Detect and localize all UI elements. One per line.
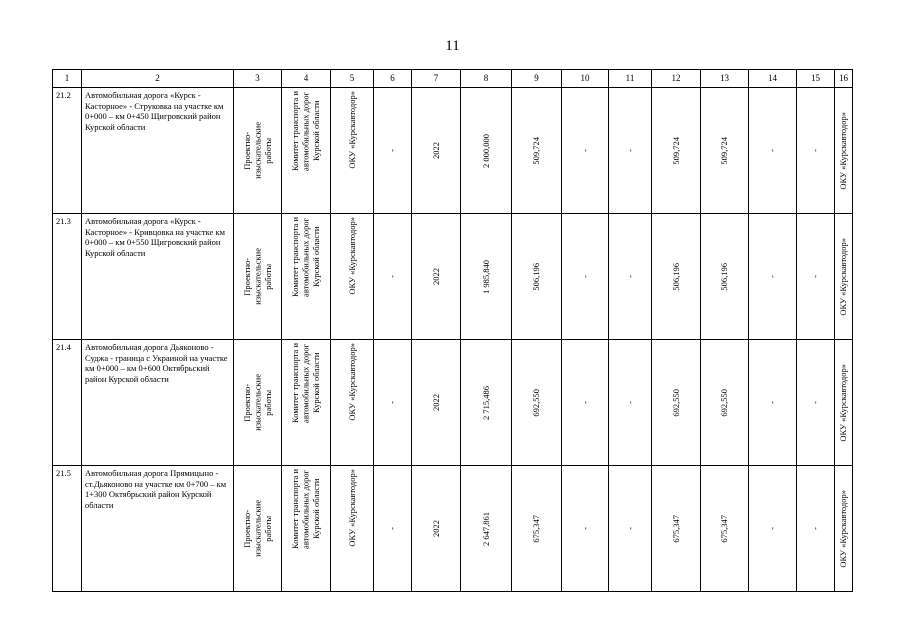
executor-cell bbox=[331, 88, 374, 214]
road-name bbox=[82, 214, 234, 340]
table-row bbox=[53, 466, 853, 592]
c15-text: - bbox=[810, 527, 821, 530]
column-header: 16 bbox=[835, 70, 853, 88]
c16-text: ОКУ «Курскавтодор» bbox=[838, 363, 849, 442]
col11-cell bbox=[609, 466, 652, 592]
cost-cell bbox=[461, 466, 512, 592]
c11-text: - bbox=[624, 401, 635, 404]
executor-text: ОКУ «Курскавтодор» bbox=[346, 469, 357, 547]
c14-text: - bbox=[767, 275, 778, 278]
customer-text: Комитет транспорта и автомобильных дорог Курской области bbox=[290, 91, 322, 171]
col11-cell bbox=[609, 88, 652, 214]
year-text: 2022 bbox=[430, 268, 441, 285]
c13-text: 506,196 bbox=[719, 262, 730, 291]
col15-cell bbox=[797, 340, 835, 466]
col12-cell bbox=[652, 466, 701, 592]
c13-text: 675,347 bbox=[719, 514, 730, 543]
work-type-cell bbox=[234, 214, 282, 340]
header-row bbox=[53, 70, 853, 88]
col14-cell bbox=[749, 340, 797, 466]
col13-cell bbox=[701, 88, 749, 214]
work-type-cell bbox=[234, 88, 282, 214]
col10-cell bbox=[562, 340, 609, 466]
customer-cell bbox=[282, 88, 331, 214]
cost-text: 2 715,486 bbox=[480, 385, 491, 420]
num-text: 21.2 bbox=[56, 90, 71, 100]
c16-text: ОКУ «Курскавтодор» bbox=[838, 237, 849, 316]
col10-cell bbox=[562, 466, 609, 592]
c10-text: - bbox=[579, 401, 590, 404]
column-header: 6 bbox=[374, 70, 412, 88]
c12-text: 675,347 bbox=[670, 514, 681, 543]
c12-text: 509,724 bbox=[670, 136, 681, 165]
work-type-text: Проектно- изыскательские работы bbox=[241, 248, 273, 305]
cost-text: 2 647,861 bbox=[480, 511, 491, 546]
executor-cell bbox=[331, 466, 374, 592]
column-header: 2 bbox=[82, 70, 234, 88]
work-type-text: Проектно- изыскательские работы bbox=[241, 374, 273, 431]
col11-cell bbox=[609, 340, 652, 466]
customer-text: Комитет транспорта и автомобильных дорог Курской области bbox=[290, 217, 322, 297]
c10-text: - bbox=[579, 527, 590, 530]
page-number: 11 bbox=[445, 38, 460, 54]
col12-cell bbox=[652, 214, 701, 340]
c6-text: - bbox=[387, 401, 398, 404]
col6-cell bbox=[374, 340, 412, 466]
work-type-text: Проектно- изыскательские работы bbox=[241, 500, 273, 557]
executor-cell bbox=[331, 214, 374, 340]
col6-cell bbox=[374, 466, 412, 592]
col15-cell bbox=[797, 214, 835, 340]
c14-text: - bbox=[767, 149, 778, 152]
c12-text: 692,550 bbox=[670, 388, 681, 417]
row-number bbox=[53, 214, 82, 340]
row-number bbox=[53, 340, 82, 466]
cost-cell bbox=[461, 214, 512, 340]
executor-text: ОКУ «Курскавтодор» bbox=[346, 91, 357, 169]
year-cell bbox=[412, 214, 461, 340]
table-row bbox=[53, 88, 853, 214]
customer-text: Комитет транспорта и автомобильных дорог Курской области bbox=[290, 343, 322, 423]
c14-text: - bbox=[767, 401, 778, 404]
c9-text: 675,347 bbox=[531, 514, 542, 543]
col14-cell bbox=[749, 466, 797, 592]
executor-text: ОКУ «Курскавтодор» bbox=[346, 343, 357, 421]
work-type-cell bbox=[234, 340, 282, 466]
c14-text: - bbox=[767, 527, 778, 530]
c11-text: - bbox=[624, 527, 635, 530]
col6-cell bbox=[374, 88, 412, 214]
num-text: 21.3 bbox=[56, 216, 71, 226]
c15-text: - bbox=[810, 275, 821, 278]
col14-cell bbox=[749, 88, 797, 214]
c11-text: - bbox=[624, 149, 635, 152]
num-text: 21.5 bbox=[56, 468, 71, 478]
c9-text: 506,196 bbox=[531, 262, 542, 291]
name-text: Автомобильная дорога «Курск - Касторное» - Струковка на участке км 0+000 – км 0+450 Щигровский район Курской области bbox=[85, 90, 224, 132]
road-name bbox=[82, 340, 234, 466]
col6-cell bbox=[374, 214, 412, 340]
column-header: 1 bbox=[53, 70, 82, 88]
data-table bbox=[52, 69, 853, 592]
cost-text: 2 000,000 bbox=[480, 133, 491, 168]
c9-text: 692,550 bbox=[531, 388, 542, 417]
c11-text: - bbox=[624, 275, 635, 278]
col13-cell bbox=[701, 214, 749, 340]
year-text: 2022 bbox=[430, 394, 441, 411]
col9-cell bbox=[512, 214, 562, 340]
c6-text: - bbox=[387, 275, 398, 278]
column-header: 3 bbox=[234, 70, 282, 88]
c6-text: - bbox=[387, 149, 398, 152]
row-number bbox=[53, 88, 82, 214]
col11-cell bbox=[609, 214, 652, 340]
c10-text: - bbox=[579, 149, 590, 152]
row-number bbox=[53, 466, 82, 592]
name-text: Автомобильная дорога Прямицыно - ст.Дьяконово на участке км 0+700 – км 1+300 Октябрьский район Курской области bbox=[85, 468, 227, 510]
road-name bbox=[82, 466, 234, 592]
col15-cell bbox=[797, 88, 835, 214]
col10-cell bbox=[562, 214, 609, 340]
table-row bbox=[53, 214, 853, 340]
col14-cell bbox=[749, 214, 797, 340]
name-text: Автомобильная дорога Дьяконово - Суджа - граница с Украиной на участке км 0+000 – км 0+600 Октябрьский район Курской области bbox=[85, 342, 228, 384]
executor-16-cell bbox=[835, 214, 853, 340]
table-row bbox=[53, 340, 853, 466]
c13-text: 692,550 bbox=[719, 388, 730, 417]
year-cell bbox=[412, 88, 461, 214]
name-text: Автомобильная дорога «Курск - Касторное» - Кривцовка на участке км 0+000 – км 0+550 Щигровский район Курской области bbox=[85, 216, 225, 258]
c15-text: - bbox=[810, 149, 821, 152]
column-header: 8 bbox=[461, 70, 512, 88]
cost-cell bbox=[461, 88, 512, 214]
year-text: 2022 bbox=[430, 520, 441, 537]
col9-cell bbox=[512, 88, 562, 214]
column-header: 4 bbox=[282, 70, 331, 88]
customer-cell bbox=[282, 340, 331, 466]
col15-cell bbox=[797, 466, 835, 592]
work-type-text: Проектно- изыскательские работы bbox=[241, 122, 273, 179]
executor-16-cell bbox=[835, 466, 853, 592]
customer-text: Комитет транспорта и автомобильных дорог Курской области bbox=[290, 469, 322, 549]
road-name bbox=[82, 88, 234, 214]
customer-cell bbox=[282, 214, 331, 340]
col12-cell bbox=[652, 88, 701, 214]
year-cell bbox=[412, 340, 461, 466]
col12-cell bbox=[652, 340, 701, 466]
col13-cell bbox=[701, 466, 749, 592]
customer-cell bbox=[282, 466, 331, 592]
column-header: 15 bbox=[797, 70, 835, 88]
year-cell bbox=[412, 466, 461, 592]
col9-cell bbox=[512, 466, 562, 592]
c16-text: ОКУ «Курскавтодор» bbox=[838, 489, 849, 568]
column-header: 10 bbox=[562, 70, 609, 88]
year-text: 2022 bbox=[430, 142, 441, 159]
c13-text: 509,724 bbox=[719, 136, 730, 165]
c9-text: 509,724 bbox=[531, 136, 542, 165]
num-text: 21.4 bbox=[56, 342, 71, 352]
column-header: 14 bbox=[749, 70, 797, 88]
col10-cell bbox=[562, 88, 609, 214]
column-header: 5 bbox=[331, 70, 374, 88]
column-header: 11 bbox=[609, 70, 652, 88]
column-header: 7 bbox=[412, 70, 461, 88]
executor-16-cell bbox=[835, 88, 853, 214]
executor-text: ОКУ «Курскавтодор» bbox=[346, 217, 357, 295]
col13-cell bbox=[701, 340, 749, 466]
executor-cell bbox=[331, 340, 374, 466]
column-header: 9 bbox=[512, 70, 562, 88]
c15-text: - bbox=[810, 401, 821, 404]
c6-text: - bbox=[387, 527, 398, 530]
cost-text: 1 985,840 bbox=[480, 259, 491, 294]
column-header: 12 bbox=[652, 70, 701, 88]
c16-text: ОКУ «Курскавтодор» bbox=[838, 111, 849, 190]
work-type-cell bbox=[234, 466, 282, 592]
c10-text: - bbox=[579, 275, 590, 278]
executor-16-cell bbox=[835, 340, 853, 466]
c12-text: 506,196 bbox=[670, 262, 681, 291]
cost-cell bbox=[461, 340, 512, 466]
column-header: 13 bbox=[701, 70, 749, 88]
col9-cell bbox=[512, 340, 562, 466]
